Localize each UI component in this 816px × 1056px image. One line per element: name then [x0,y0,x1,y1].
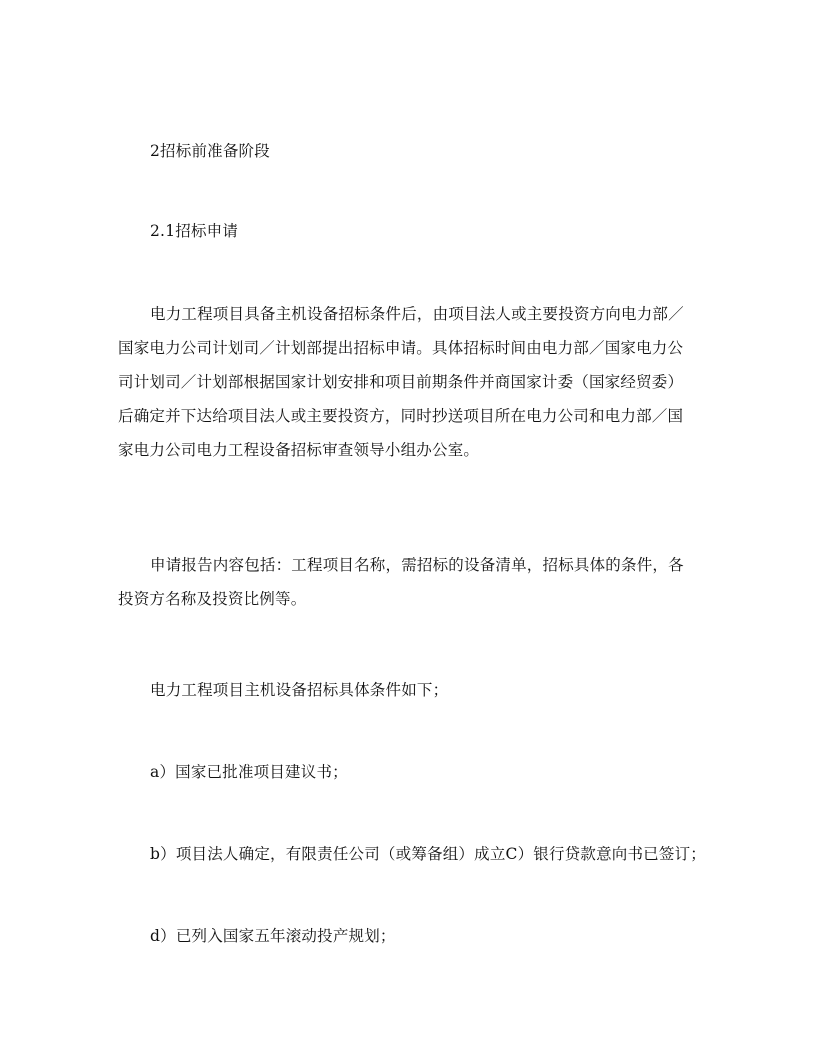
paragraph-line: 电力工程项目具备主机设备招标条件后，由项目法人或主要投资方向电力部／ [150,305,684,323]
paragraph-conditions-intro: 电力工程项目主机设备招标具体条件如下； [150,681,449,699]
paragraph-line: 投资方名称及投资比例等。 [118,590,307,608]
paragraph-line: 家电力公司电力工程设备招标审查领导小组办公室。 [118,441,480,459]
paragraph-line: 后确定并下达给项目法人或主要投资方，同时抄送项目所在电力公司和电力部／国 [118,407,684,425]
subsection-title: 2.1招标申请 [150,222,239,240]
paragraph-line: 国家电力公司计划司／计划部提出招标申请。具体招标时间由电力部／国家电力公 [118,339,684,357]
list-item-d: d）已列入国家五年滚动投产规划； [150,927,396,945]
paragraph-line: 司计划司／计划部根据国家计划安排和项目前期条件并商国家计委（国家经贸委） [118,373,684,391]
paragraph-line: 申请报告内容包括：工程项目名称，需招标的设备清单，招标具体的条件，各 [150,556,684,574]
list-item-a: a）国家已批准项目建议书； [150,763,348,781]
paragraph-application [118,297,703,467]
section-title: 2招标前准备阶段 [150,142,270,160]
paragraph-report-contents [118,548,703,616]
list-item-b: b）项目法人确定，有限责任公司（或筹备组）成立C）银行贷款意向书已签订； [150,845,706,863]
